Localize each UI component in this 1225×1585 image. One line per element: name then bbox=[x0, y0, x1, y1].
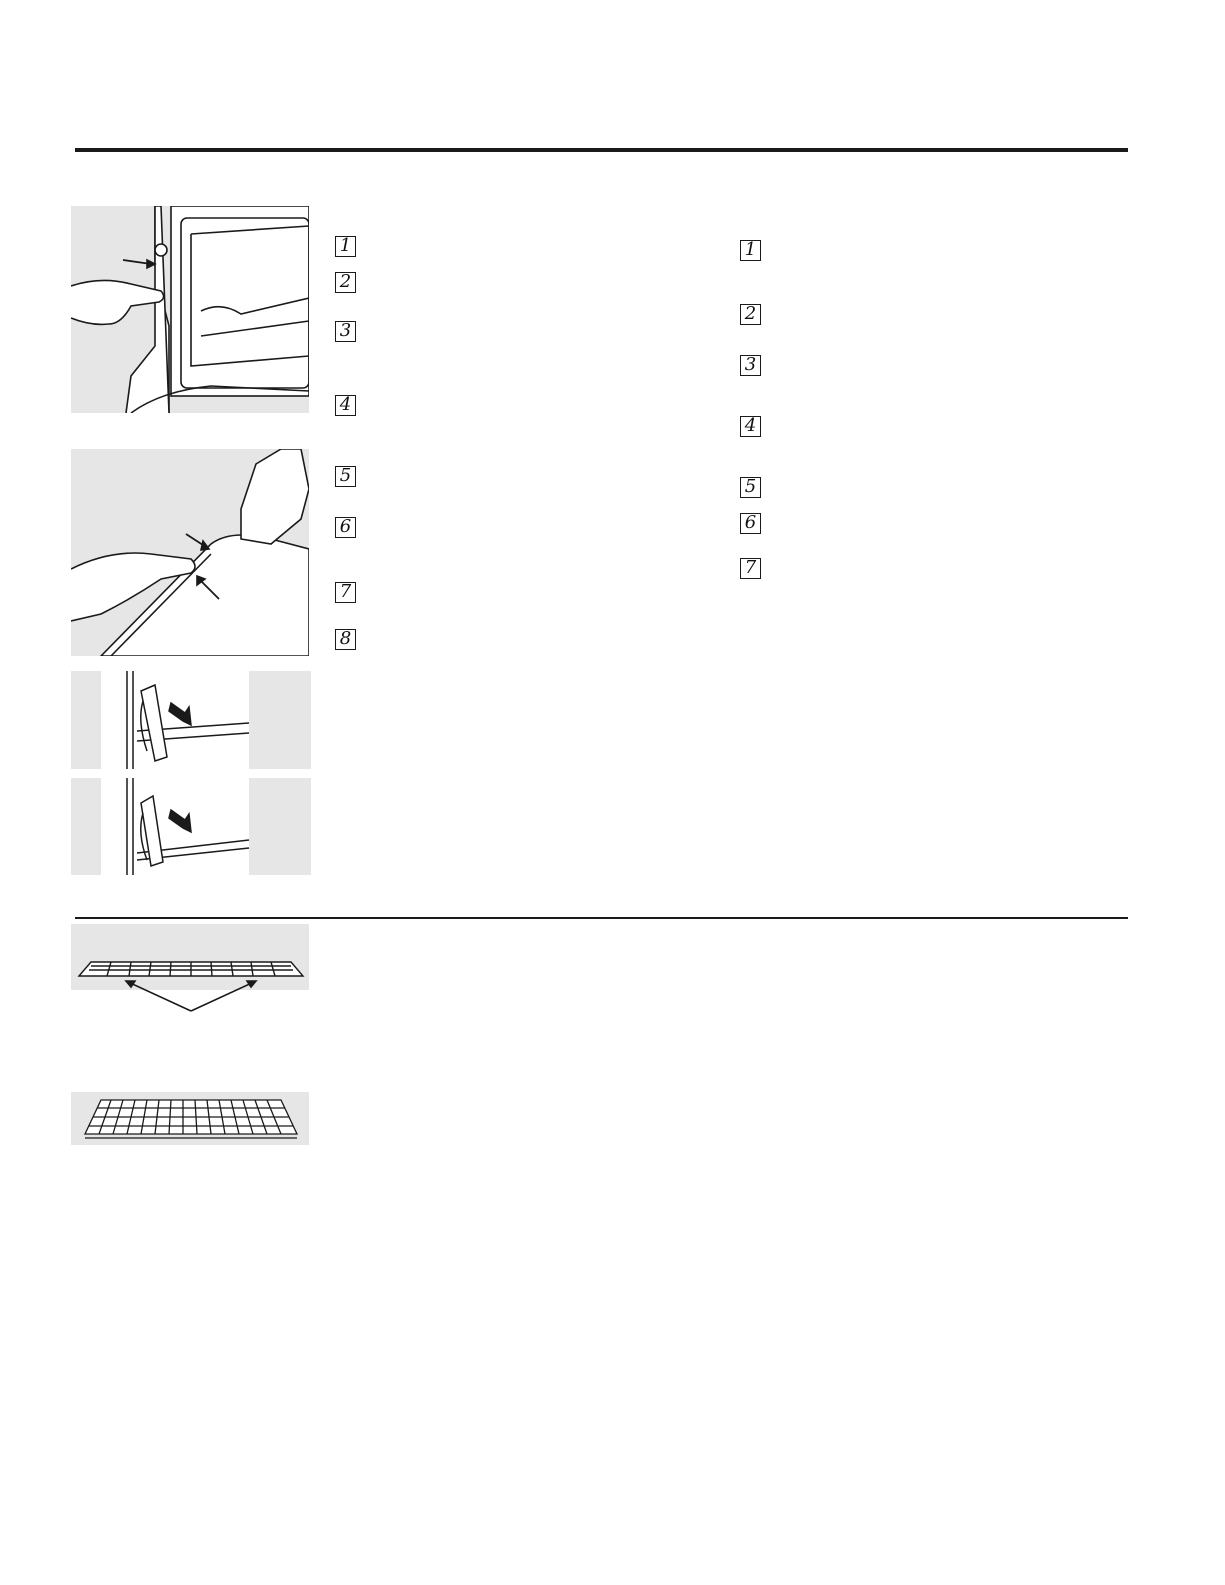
hinge-arm-down-fig bbox=[71, 778, 311, 875]
step-7-box: 7 bbox=[335, 582, 356, 603]
step-1-box-right: 1 bbox=[740, 240, 761, 261]
oven-rack-fig bbox=[71, 1092, 309, 1145]
step-6-box: 6 bbox=[335, 517, 356, 538]
step-5-box-right: 5 bbox=[740, 477, 761, 498]
step-4-box-right: 4 bbox=[740, 416, 761, 437]
rack-stop-arrows bbox=[71, 975, 309, 1015]
step-4-box: 4 bbox=[335, 395, 356, 416]
step-2-box: 2 bbox=[335, 272, 356, 293]
step-2-box-right: 2 bbox=[740, 304, 761, 325]
hinge-arm-up-fig bbox=[71, 671, 311, 769]
door-hinge-lock-fig bbox=[71, 206, 309, 413]
top-rule bbox=[75, 148, 1128, 152]
step-3-box-right: 3 bbox=[740, 355, 761, 376]
step-5-box: 5 bbox=[335, 466, 356, 487]
section-rule bbox=[75, 917, 1128, 919]
step-6-box-right: 6 bbox=[740, 513, 761, 534]
step-7-box-right: 7 bbox=[740, 558, 761, 579]
step-1-box: 1 bbox=[335, 236, 356, 257]
step-8-box: 8 bbox=[335, 629, 356, 650]
door-removal-hands-fig bbox=[71, 449, 309, 656]
step-3-box: 3 bbox=[335, 321, 356, 342]
